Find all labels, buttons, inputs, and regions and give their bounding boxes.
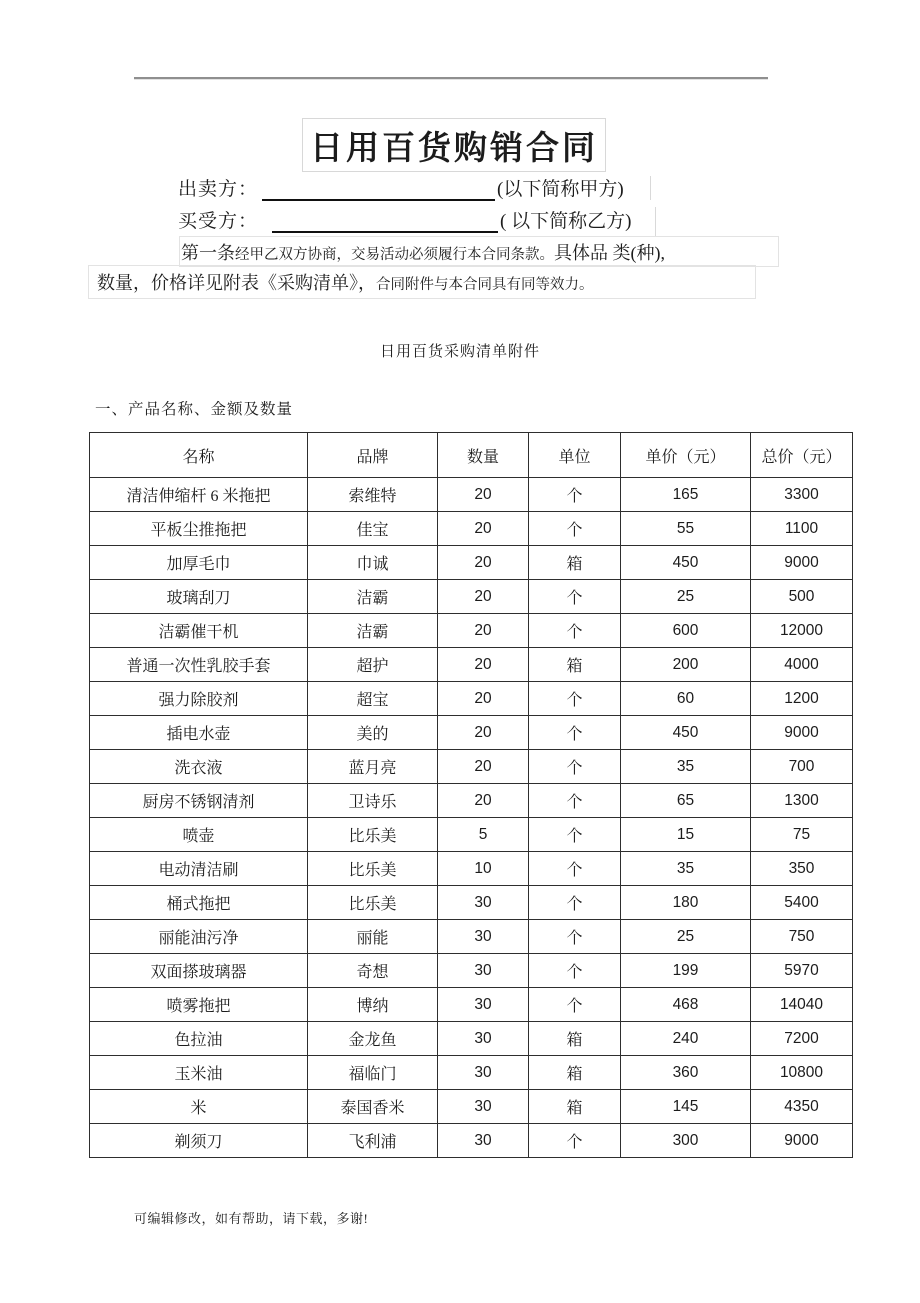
table-cell: 20 — [438, 716, 529, 750]
clause-body-small: 经甲乙双方协商，交易活动必须履行本合同条款。 — [235, 247, 554, 263]
table-cell: 厨房不锈钢清剂 — [90, 784, 308, 818]
table-cell: 20 — [438, 682, 529, 716]
table-cell: 个 — [529, 886, 621, 920]
clause-body-big: 具体品 类(种), — [554, 243, 665, 263]
table-cell: 5 — [438, 818, 529, 852]
table-cell: 卫诗乐 — [308, 784, 438, 818]
table-cell: 350 — [751, 852, 853, 886]
table-cell: 3300 — [751, 478, 853, 512]
clause-line2-big: 数量，价格详见附表《采购清单》， — [97, 273, 376, 293]
table-cell: 240 — [621, 1022, 751, 1056]
table-cell: 双面搽玻璃器 — [90, 954, 308, 988]
table-cell: 个 — [529, 614, 621, 648]
table-cell: 4000 — [751, 648, 853, 682]
table-cell: 60 — [621, 682, 751, 716]
table-cell: 个 — [529, 478, 621, 512]
table-cell: 468 — [621, 988, 751, 1022]
textbox-outline-fragment — [655, 207, 656, 237]
table-cell: 65 — [621, 784, 751, 818]
table-row — [90, 1090, 853, 1124]
table-cell: 平板尘推拖把 — [90, 512, 308, 546]
table-cell: 个 — [529, 852, 621, 886]
table-row — [90, 716, 853, 750]
table-body — [90, 478, 853, 1158]
table-cell: 金龙鱼 — [308, 1022, 438, 1056]
table-row — [90, 852, 853, 886]
table-cell: 超宝 — [308, 682, 438, 716]
table-cell: 750 — [751, 920, 853, 954]
table-row — [90, 614, 853, 648]
table-cell: 30 — [438, 954, 529, 988]
table-cell: 10 — [438, 852, 529, 886]
table-cell: 30 — [438, 1056, 529, 1090]
table-cell: 个 — [529, 954, 621, 988]
table-cell: 丽能油污净 — [90, 920, 308, 954]
clause-number: 第一条 — [181, 243, 235, 263]
table-cell: 20 — [438, 546, 529, 580]
table-cell: 美的 — [308, 716, 438, 750]
table-cell: 9000 — [751, 716, 853, 750]
title-textbox — [302, 118, 606, 172]
table-cell: 25 — [621, 920, 751, 954]
table-row — [90, 682, 853, 716]
top-horizontal-rule — [134, 77, 768, 80]
table-cell: 加厚毛巾 — [90, 546, 308, 580]
table-cell: 20 — [438, 580, 529, 614]
table-cell: 4350 — [751, 1090, 853, 1124]
table-cell: 30 — [438, 988, 529, 1022]
table-cell: 20 — [438, 614, 529, 648]
table-cell: 个 — [529, 818, 621, 852]
table-cell: 奇想 — [308, 954, 438, 988]
clause-line2-small: 合同附件与本合同具有同等效力。 — [376, 277, 594, 293]
col-header-unit-price: 单价（元） — [621, 433, 751, 478]
textbox-outline-fragment — [650, 176, 651, 200]
purchase-list-table — [89, 432, 853, 1158]
table-cell: 20 — [438, 648, 529, 682]
table-cell: 14040 — [751, 988, 853, 1022]
buyer-blank-field — [272, 209, 498, 233]
table-cell: 12000 — [751, 614, 853, 648]
table-cell: 1100 — [751, 512, 853, 546]
table-cell: 5400 — [751, 886, 853, 920]
table-cell: 福临门 — [308, 1056, 438, 1090]
table-cell: 个 — [529, 580, 621, 614]
seller-line — [178, 173, 624, 201]
table-cell: 索维特 — [308, 478, 438, 512]
table-row — [90, 1022, 853, 1056]
buyer-suffix: ( 以下简称乙方) — [500, 211, 632, 232]
table-cell: 15 — [621, 818, 751, 852]
table-cell: 200 — [621, 648, 751, 682]
table-cell: 个 — [529, 512, 621, 546]
table-cell: 比乐美 — [308, 818, 438, 852]
table-row — [90, 954, 853, 988]
col-header-brand: 品牌 — [308, 433, 438, 478]
table-cell: 米 — [90, 1090, 308, 1124]
clause-line-1 — [181, 239, 665, 265]
table-cell: 7200 — [751, 1022, 853, 1056]
table-cell: 180 — [621, 886, 751, 920]
table-cell: 个 — [529, 1124, 621, 1158]
table-cell: 500 — [751, 580, 853, 614]
table-row — [90, 648, 853, 682]
table-cell: 超护 — [308, 648, 438, 682]
seller-suffix: (以下简称甲方) — [497, 179, 624, 200]
table-cell: 199 — [621, 954, 751, 988]
table-cell: 个 — [529, 750, 621, 784]
col-header-name: 名称 — [90, 433, 308, 478]
table-row — [90, 988, 853, 1022]
table-cell: 比乐美 — [308, 852, 438, 886]
buyer-line — [178, 205, 631, 233]
table-cell: 佳宝 — [308, 512, 438, 546]
table-cell: 35 — [621, 852, 751, 886]
col-header-unit: 单位 — [529, 433, 621, 478]
table-row — [90, 818, 853, 852]
table-row — [90, 580, 853, 614]
clause-line-2 — [97, 269, 594, 295]
attachment-title: 日用百货采购清单附件 — [379, 344, 540, 360]
table-cell: 20 — [438, 784, 529, 818]
table-cell: 450 — [621, 546, 751, 580]
table-cell: 喷雾拖把 — [90, 988, 308, 1022]
table-cell: 蓝月亮 — [308, 750, 438, 784]
table-cell: 1200 — [751, 682, 853, 716]
table-cell: 飞利浦 — [308, 1124, 438, 1158]
table-cell: 360 — [621, 1056, 751, 1090]
table-header — [90, 433, 853, 478]
table-cell: 700 — [751, 750, 853, 784]
table-cell: 5970 — [751, 954, 853, 988]
table-cell: 箱 — [529, 1090, 621, 1124]
table-cell: 洁霸 — [308, 580, 438, 614]
table-cell: 20 — [438, 478, 529, 512]
table-cell: 普通一次性乳胶手套 — [90, 648, 308, 682]
table-cell: 20 — [438, 512, 529, 546]
table-cell: 洁霸催干机 — [90, 614, 308, 648]
table-cell: 博纳 — [308, 988, 438, 1022]
table-cell: 色拉油 — [90, 1022, 308, 1056]
table-cell: 30 — [438, 886, 529, 920]
table-cell: 箱 — [529, 1022, 621, 1056]
table-cell: 桶式拖把 — [90, 886, 308, 920]
table-cell: 75 — [751, 818, 853, 852]
table-row — [90, 546, 853, 580]
table-cell: 300 — [621, 1124, 751, 1158]
col-header-total-price: 总价（元） — [751, 433, 853, 478]
table-cell: 30 — [438, 1124, 529, 1158]
table-row — [90, 1124, 853, 1158]
table-cell: 55 — [621, 512, 751, 546]
table-cell: 比乐美 — [308, 886, 438, 920]
footer-note: 可编辑修改，如有帮助，请下载，多谢! — [134, 1211, 369, 1226]
table-cell: 洁霸 — [308, 614, 438, 648]
table-cell: 9000 — [751, 546, 853, 580]
table-cell: 清洁伸缩杆 6 米拖把 — [90, 478, 308, 512]
table-row — [90, 478, 853, 512]
table-cell: 个 — [529, 920, 621, 954]
table-cell: 丽能 — [308, 920, 438, 954]
table-cell: 个 — [529, 988, 621, 1022]
table-cell: 35 — [621, 750, 751, 784]
table-row — [90, 886, 853, 920]
table-header-row — [90, 433, 853, 478]
table-cell: 玻璃刮刀 — [90, 580, 308, 614]
table-cell: 插电水壶 — [90, 716, 308, 750]
table-cell: 喷壶 — [90, 818, 308, 852]
table-cell: 个 — [529, 716, 621, 750]
table-row — [90, 512, 853, 546]
table-cell: 个 — [529, 784, 621, 818]
table-cell: 9000 — [751, 1124, 853, 1158]
table-cell: 30 — [438, 1090, 529, 1124]
table-cell: 30 — [438, 920, 529, 954]
table-row — [90, 750, 853, 784]
table-cell: 巾诚 — [308, 546, 438, 580]
seller-label: 出卖方： — [178, 179, 259, 200]
table-cell: 30 — [438, 1022, 529, 1056]
table-cell: 20 — [438, 750, 529, 784]
table-cell: 25 — [621, 580, 751, 614]
buyer-label: 买受方： — [178, 211, 259, 232]
table-cell: 600 — [621, 614, 751, 648]
table-cell: 1300 — [751, 784, 853, 818]
table-cell: 剃须刀 — [90, 1124, 308, 1158]
section-heading: 一、产品名称、金额及数量 — [95, 401, 294, 418]
table-row — [90, 784, 853, 818]
table-cell: 玉米油 — [90, 1056, 308, 1090]
table-cell: 泰国香米 — [308, 1090, 438, 1124]
table-cell: 洗衣液 — [90, 750, 308, 784]
col-header-quantity: 数量 — [438, 433, 529, 478]
table-cell: 个 — [529, 682, 621, 716]
document-title: 日用百货购销合同 — [310, 130, 598, 167]
table-cell: 145 — [621, 1090, 751, 1124]
table-cell: 电动清洁刷 — [90, 852, 308, 886]
table-cell: 箱 — [529, 648, 621, 682]
table-row — [90, 920, 853, 954]
table-cell: 箱 — [529, 1056, 621, 1090]
table-cell: 10800 — [751, 1056, 853, 1090]
table-cell: 箱 — [529, 546, 621, 580]
table-cell: 强力除胶剂 — [90, 682, 308, 716]
table-cell: 450 — [621, 716, 751, 750]
table-row — [90, 1056, 853, 1090]
table-cell: 165 — [621, 478, 751, 512]
seller-blank-field — [262, 177, 495, 201]
